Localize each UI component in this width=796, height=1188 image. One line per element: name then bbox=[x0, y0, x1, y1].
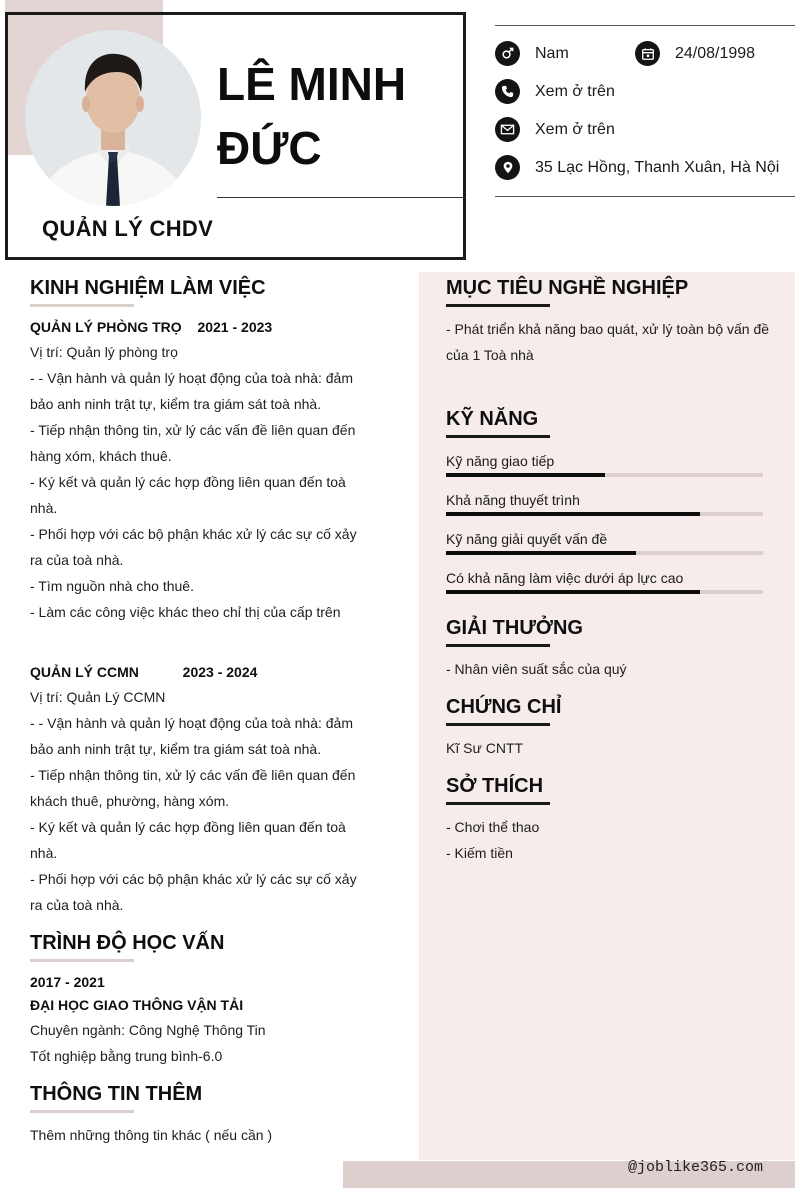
skills-title: KỸ NĂNG bbox=[446, 408, 539, 430]
skill-bar-fill bbox=[446, 473, 605, 477]
objective-line: của 1 Toà nhà bbox=[446, 347, 534, 363]
education-title: TRÌNH ĐỘ HỌC VẤN bbox=[30, 932, 225, 954]
email-icon bbox=[495, 117, 520, 142]
hobby-item: - Kiếm tiền bbox=[446, 845, 513, 861]
awards-underline bbox=[446, 644, 550, 647]
address-value: 35 Lạc Hồng, Thanh Xuân, Hà Nội bbox=[535, 159, 780, 176]
job-2-position: QUẢN LÝ CCMN bbox=[30, 664, 139, 680]
skill-bar-fill bbox=[446, 512, 700, 516]
phone-icon bbox=[495, 79, 520, 104]
birthday-value: 24/08/1998 bbox=[675, 45, 756, 62]
job-1-position: QUẢN LÝ PHÒNG TRỌ bbox=[30, 319, 182, 335]
avatar-photo-icon bbox=[25, 30, 201, 206]
job-2-line: - Tiếp nhận thông tin, xử lý các vấn đề liên quan đến bbox=[30, 767, 356, 783]
skill-label: Có khả năng làm việc dưới áp lực cao bbox=[446, 570, 684, 586]
gender-value: Nam bbox=[535, 45, 569, 62]
skill-bar bbox=[446, 512, 763, 516]
job-2-line: - Phối hợp với các bộ phận khác xử lý các sự cố xảy bbox=[30, 871, 357, 887]
awards-text: - Nhân viên suất sắc của quý bbox=[446, 661, 627, 677]
extra-info-title: THÔNG TIN THÊM bbox=[30, 1083, 203, 1105]
extra-info-text: Thêm những thông tin khác ( nếu cần ) bbox=[30, 1127, 273, 1143]
skill-label: Kỹ năng giao tiếp bbox=[446, 453, 555, 469]
job-1-line: ra của toà nhà. bbox=[30, 552, 124, 568]
location-icon bbox=[495, 155, 520, 180]
footer-watermark: @joblike365.com bbox=[628, 1159, 764, 1176]
name-line-1: LÊ MINH bbox=[217, 58, 407, 110]
skill-bar-fill bbox=[446, 590, 700, 594]
gender-icon bbox=[495, 41, 520, 66]
job-1-line: Vị trí: Quản lý phòng trọ bbox=[30, 344, 178, 360]
job-1-period: 2021 - 2023 bbox=[197, 319, 273, 335]
education-period: 2017 - 2021 bbox=[30, 974, 105, 990]
experience-underline bbox=[30, 304, 134, 307]
hobbies-underline bbox=[446, 802, 550, 805]
education-major: Chuyên ngành: Công Nghệ Thông Tin bbox=[30, 1022, 266, 1038]
certificates-text: Kĩ Sư CNTT bbox=[446, 740, 524, 756]
job-1-line: - Tiếp nhận thông tin, xử lý các vấn đề liên quan đến bbox=[30, 422, 356, 438]
hobby-item: - Chơi thể thao bbox=[446, 819, 540, 835]
hobbies-title: SỞ THÍCH bbox=[446, 775, 544, 797]
skill-bar bbox=[446, 551, 763, 555]
job-title: QUẢN LÝ CHDV bbox=[42, 216, 214, 241]
phone-value: Xem ở trên bbox=[535, 83, 615, 100]
job-1-line: - Phối hợp với các bộ phận khác xử lý các sự cố xảy bbox=[30, 526, 357, 542]
job-2-line: nhà. bbox=[30, 845, 58, 861]
objective-line: - Phát triển khả năng bao quát, xử lý toàn bộ vấn đề bbox=[446, 321, 770, 337]
job-1-line: - - Vận hành và quản lý hoạt động của toà nhà: đảm bbox=[30, 370, 354, 386]
skill-bar bbox=[446, 473, 763, 477]
contact-top-divider bbox=[495, 25, 795, 26]
skill-label: Kỹ năng giải quyết vấn đề bbox=[446, 531, 608, 547]
job-1-line: bảo anh ninh trật tự, kiểm tra giám sát toà nhà. bbox=[30, 396, 322, 412]
job-1-description bbox=[30, 339, 360, 625]
skills-underline bbox=[446, 435, 550, 438]
email-value: Xem ở trên bbox=[535, 121, 615, 138]
job-2-description bbox=[30, 684, 360, 918]
job-2-line: - Ký kết và quản lý các hợp đồng liên quan đến toà bbox=[30, 819, 346, 835]
objective-underline bbox=[446, 304, 550, 307]
job-2-line: - - Vận hành và quản lý hoạt động của toà nhà: đảm bbox=[30, 715, 354, 731]
education-school: ĐẠI HỌC GIAO THÔNG VẬN TẢI bbox=[30, 997, 244, 1013]
job-1-heading bbox=[30, 318, 272, 336]
job-2-line: ra của toà nhà. bbox=[30, 897, 124, 913]
skill-bar bbox=[446, 590, 763, 594]
name-line-2: ĐỨC bbox=[217, 122, 322, 174]
hobbies-list bbox=[446, 814, 539, 866]
certificates-title: CHỨNG CHỈ bbox=[446, 696, 562, 718]
skill-bar-fill bbox=[446, 551, 636, 555]
experience-title: KINH NGHIỆM LÀM VIỆC bbox=[30, 277, 266, 299]
awards-title: GIẢI THƯỞNG bbox=[446, 617, 583, 639]
job-1-line: nhà. bbox=[30, 500, 58, 516]
calendar-icon bbox=[635, 41, 660, 66]
certificates-underline bbox=[446, 723, 550, 726]
objective-title: MỤC TIÊU NGHỀ NGHIỆP bbox=[446, 277, 689, 299]
education-underline bbox=[30, 959, 134, 962]
avatar bbox=[25, 30, 201, 206]
job-1-line: - Tìm nguồn nhà cho thuê. bbox=[30, 578, 194, 594]
job-2-line: bảo anh ninh trật tự, kiểm tra giám sát toà nhà. bbox=[30, 741, 322, 757]
job-2-line: khách thuê, phường, hàng xóm. bbox=[30, 793, 230, 809]
name-divider bbox=[217, 197, 466, 198]
job-2-period: 2023 - 2024 bbox=[182, 664, 258, 680]
job-2-heading bbox=[30, 663, 257, 681]
contact-bottom-divider bbox=[495, 196, 795, 197]
job-1-line: hàng xóm, khách thuê. bbox=[30, 448, 172, 464]
job-2-line: Vị trí: Quản Lý CCMN bbox=[30, 689, 166, 705]
objective-text bbox=[446, 316, 786, 368]
skill-label: Khả năng thuyết trình bbox=[446, 492, 580, 508]
candidate-name bbox=[217, 52, 457, 180]
job-1-line: - Làm các công việc khác theo chỉ thị của cấp trên bbox=[30, 604, 341, 620]
education-grade: Tốt nghiệp bằng trung bình-6.0 bbox=[30, 1048, 223, 1064]
extra-info-underline bbox=[30, 1110, 134, 1113]
job-1-line: - Ký kết và quản lý các hợp đồng liên quan đến toà bbox=[30, 474, 346, 490]
